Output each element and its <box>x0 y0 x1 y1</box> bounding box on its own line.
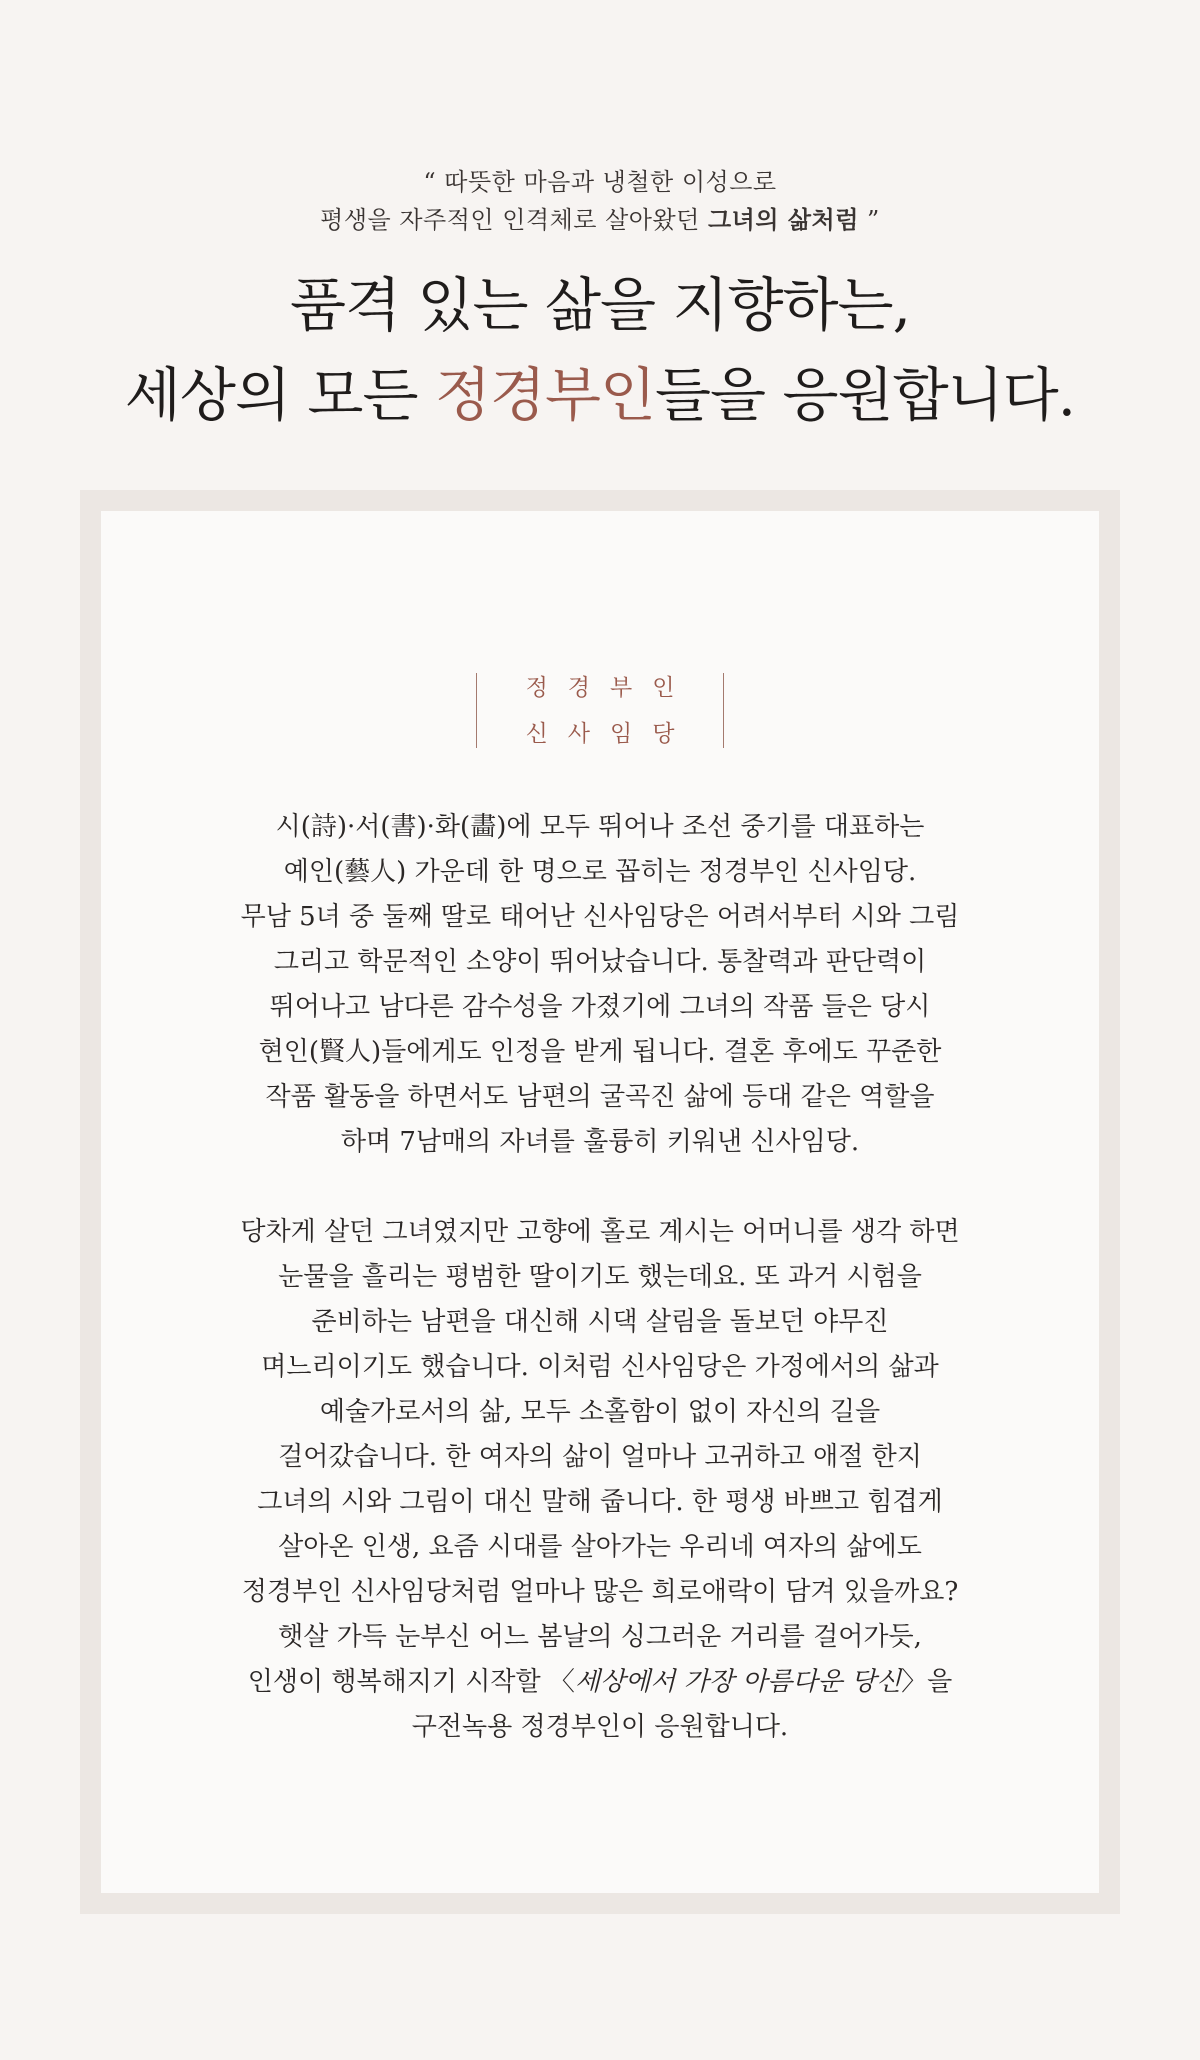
intro-quote-line-1: “ 따뜻한 마음과 냉철한 이성으로 <box>423 168 777 196</box>
paragraph-2-line: 예술가로서의 삶, 모두 소홀함이 없이 자신의 길을 <box>319 1397 881 1427</box>
closing-quoted-title: 세상에서 가장 아름다운 당신 <box>574 1667 902 1697</box>
paragraph-1-line: 무남 5녀 중 둘째 딸로 태어난 신사임당은 어려서부터 시와 그림 <box>240 902 960 932</box>
intro-quote-line-2 <box>0 201 1200 239</box>
headline-line-2 <box>0 350 1200 440</box>
paragraph-1-line: 하며 7남매의 자녀를 훌륭히 키워낸 신사임당. <box>340 1127 860 1157</box>
paragraph-2-line: 며느리이기도 했습니다. 이처럼 신사임당은 가정에서의 삶과 <box>261 1352 939 1382</box>
badge-line-1: 정경부인 <box>525 675 695 701</box>
paragraph-1-line: 현인(賢人)들에게도 인정을 받게 됩니다. 결혼 후에도 꾸준한 <box>258 1037 942 1067</box>
paragraph-spacer <box>101 1165 1099 1210</box>
badge-line-2: 신사임당 <box>525 721 695 747</box>
headline-line-1: 품격 있는 삶을 지향하는, <box>289 271 911 339</box>
paragraph-2-line: 준비하는 남편을 대신해 시댁 살림을 돌보던 야무진 <box>311 1307 889 1337</box>
paragraph-2-line: 햇살 가득 눈부신 어느 봄날의 싱그러운 거리를 걸어가듯, <box>278 1622 922 1652</box>
closing-line-2: 구전녹용 정경부인이 응원합니다. <box>411 1712 789 1742</box>
headline-line-2-end: 들을 응원합니다. <box>655 361 1076 429</box>
paragraph-1-line: 뛰어나고 남다른 감수성을 가졌기에 그녀의 작품 들은 당시 <box>269 992 931 1022</box>
paragraph-1-line: 그리고 학문적인 소양이 뛰어났습니다. 통찰력과 판단력이 <box>273 947 927 977</box>
story-body <box>101 805 1099 1750</box>
headline-brand-accent: 정경부인 <box>434 361 656 429</box>
intro-quote-close-mark: ” <box>858 206 880 234</box>
paragraph-1-line: 예인(藝人) 가운데 한 명으로 꼽히는 정경부인 신사임당. <box>283 857 917 887</box>
intro-quote <box>0 163 1200 239</box>
page-headline <box>0 260 1200 440</box>
intro-quote-line-2-text: 평생을 자주적인 인격체로 살아왔던 <box>320 206 708 234</box>
closing-line-1-start: 인생이 행복해지기 시작할 〈 <box>247 1667 575 1697</box>
closing-line-1-end: 〉을 <box>901 1667 953 1697</box>
paragraph-1-line: 시(詩)·서(書)·화(畵)에 모두 뛰어나 조선 중기를 대표하는 <box>275 812 925 842</box>
paragraph-2-line: 그녀의 시와 그림이 대신 말해 줍니다. 한 평생 바쁘고 힘겹게 <box>257 1487 943 1517</box>
paragraph-2-line: 살아온 인생, 요즘 시대를 살아가는 우리네 여자의 삶에도 <box>278 1532 922 1562</box>
headline-line-2-start: 세상의 모든 <box>124 361 435 429</box>
intro-quote-emphasis: 그녀의 삶처럼 <box>707 205 859 234</box>
paragraph-2-line: 정경부인 신사임당처럼 얼마나 많은 희로애락이 담겨 있을까요? <box>241 1577 959 1607</box>
paragraph-1-line: 작품 활동을 하면서도 남편의 굴곡진 삶에 등대 같은 역할을 <box>265 1082 935 1112</box>
paragraph-2-line: 당차게 살던 그녀였지만 고향에 홀로 계시는 어머니를 생각 하면 <box>240 1217 960 1247</box>
title-badge <box>476 673 724 748</box>
paragraph-2-line: 눈물을 흘리는 평범한 딸이기도 했는데요. 또 과거 시험을 <box>278 1262 922 1292</box>
closing-line-1 <box>101 1660 1099 1705</box>
paragraph-2-line: 걸어갔습니다. 한 여자의 삶이 얼마나 고귀하고 애절 한지 <box>278 1442 922 1472</box>
